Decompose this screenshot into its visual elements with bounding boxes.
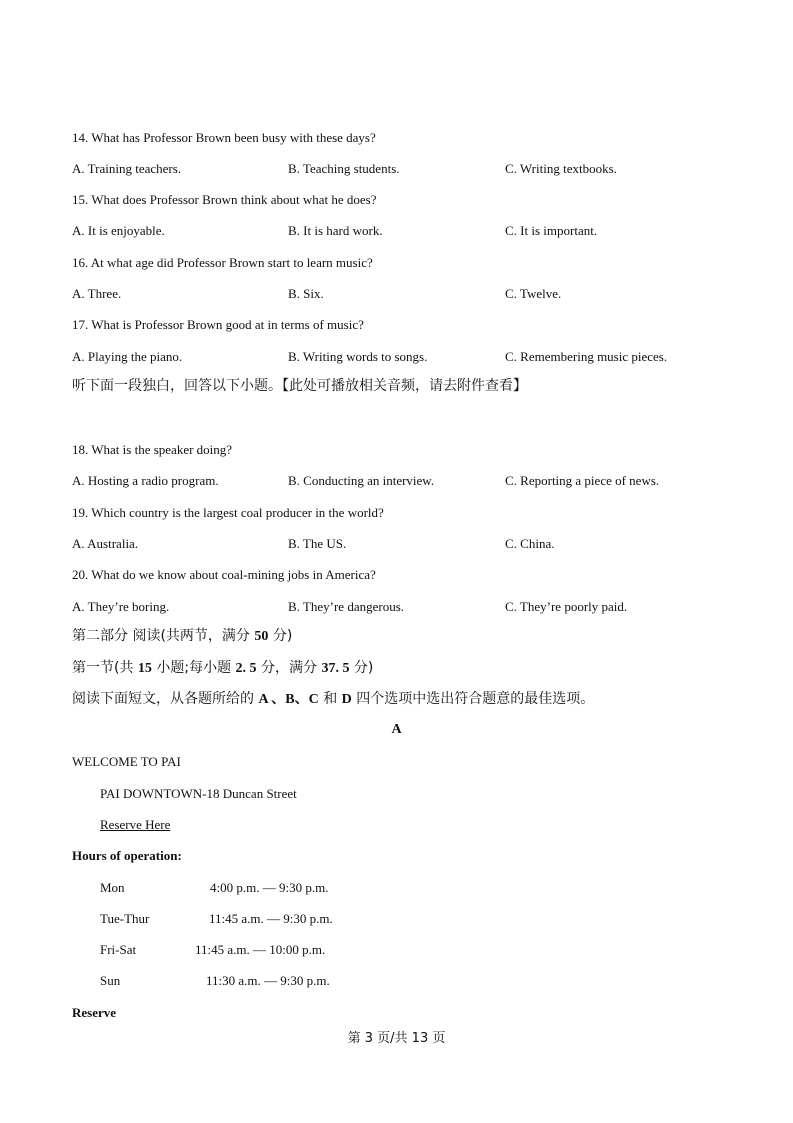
- question-17: 17. What is Professor Brown good at in terms of music?: [72, 317, 364, 332]
- question-19: 19. Which country is the largest coal producer in the world?: [72, 505, 384, 520]
- listening-instruction: 听下面一段独白，回答以下小题。【此处可播放相关音频，请去附件查看】: [72, 378, 527, 394]
- question-18: 18. What is the speaker doing?: [72, 442, 233, 457]
- option-a: A. Playing the piano.: [72, 349, 183, 364]
- hours-day: Mon: [100, 880, 125, 895]
- option-b: B. It is hard work.: [288, 223, 383, 238]
- option-a: A. Australia.: [72, 536, 139, 551]
- hours-time: 4:00 p.m. — 9:30 p.m.: [210, 880, 329, 895]
- question-15: 15. What does Professor Brown think about what he does?: [72, 192, 377, 207]
- option-c: C. Twelve.: [505, 286, 562, 301]
- question-14: 14. What has Professor Brown been busy with these days?: [72, 130, 376, 145]
- option-a: A. Training teachers.: [72, 161, 182, 176]
- welcome-heading: WELCOME TO PAI: [72, 754, 181, 769]
- reserve-link[interactable]: Reserve Here: [100, 817, 171, 832]
- part-two-heading: 第二部分 阅读(共两节，满分 50 分): [72, 628, 293, 644]
- option-b: B. Six.: [288, 286, 324, 301]
- option-a: A. It is enjoyable.: [72, 223, 165, 238]
- option-a: A. Three.: [72, 286, 122, 301]
- question-16: 16. At what age did Professor Brown start to learn music?: [72, 255, 373, 270]
- option-c: C. They’re poorly paid.: [505, 599, 628, 614]
- question-20: 20. What do we know about coal-mining jobs in America?: [72, 567, 376, 582]
- hours-time: 11:45 a.m. — 10:00 p.m.: [195, 942, 326, 957]
- page-number: 第 3 页/共 13 页: [347, 1031, 446, 1046]
- option-b: B. Teaching students.: [288, 161, 400, 176]
- option-b: B. The US.: [288, 536, 347, 551]
- hours-day: Tue-Thur: [100, 911, 150, 926]
- section-one-heading: 第一节(共 15 小题;每小题 2. 5 分，满分 37. 5 分): [72, 660, 374, 676]
- reading-instruction: 阅读下面短文，从各题所给的 A 、B、C 和 D 四个选项中选出符合题意的最佳选项。: [72, 691, 595, 707]
- hours-day: Fri-Sat: [100, 942, 137, 957]
- passage-label: A: [391, 722, 402, 737]
- option-b: B. They’re dangerous.: [288, 599, 405, 614]
- option-b: B. Writing words to songs.: [288, 349, 428, 364]
- option-c: C. It is important.: [505, 223, 598, 238]
- hours-day: Sun: [100, 973, 121, 988]
- option-a: A. Hosting a radio program.: [72, 473, 219, 488]
- option-a: A. They’re boring.: [72, 599, 170, 614]
- option-c: C. Writing textbooks.: [505, 161, 617, 176]
- address-line: PAI DOWNTOWN-18 Duncan Street: [100, 786, 297, 801]
- option-c: C. Remembering music pieces.: [505, 349, 668, 364]
- reserve-heading: Reserve: [72, 1005, 117, 1020]
- option-c: C. Reporting a piece of news.: [505, 473, 660, 488]
- hours-time: 11:30 a.m. — 9:30 p.m.: [206, 973, 330, 988]
- option-b: B. Conducting an interview.: [288, 473, 435, 488]
- hours-time: 11:45 a.m. — 9:30 p.m.: [209, 911, 333, 926]
- option-c: C. China.: [505, 536, 555, 551]
- hours-heading: Hours of operation:: [72, 848, 182, 863]
